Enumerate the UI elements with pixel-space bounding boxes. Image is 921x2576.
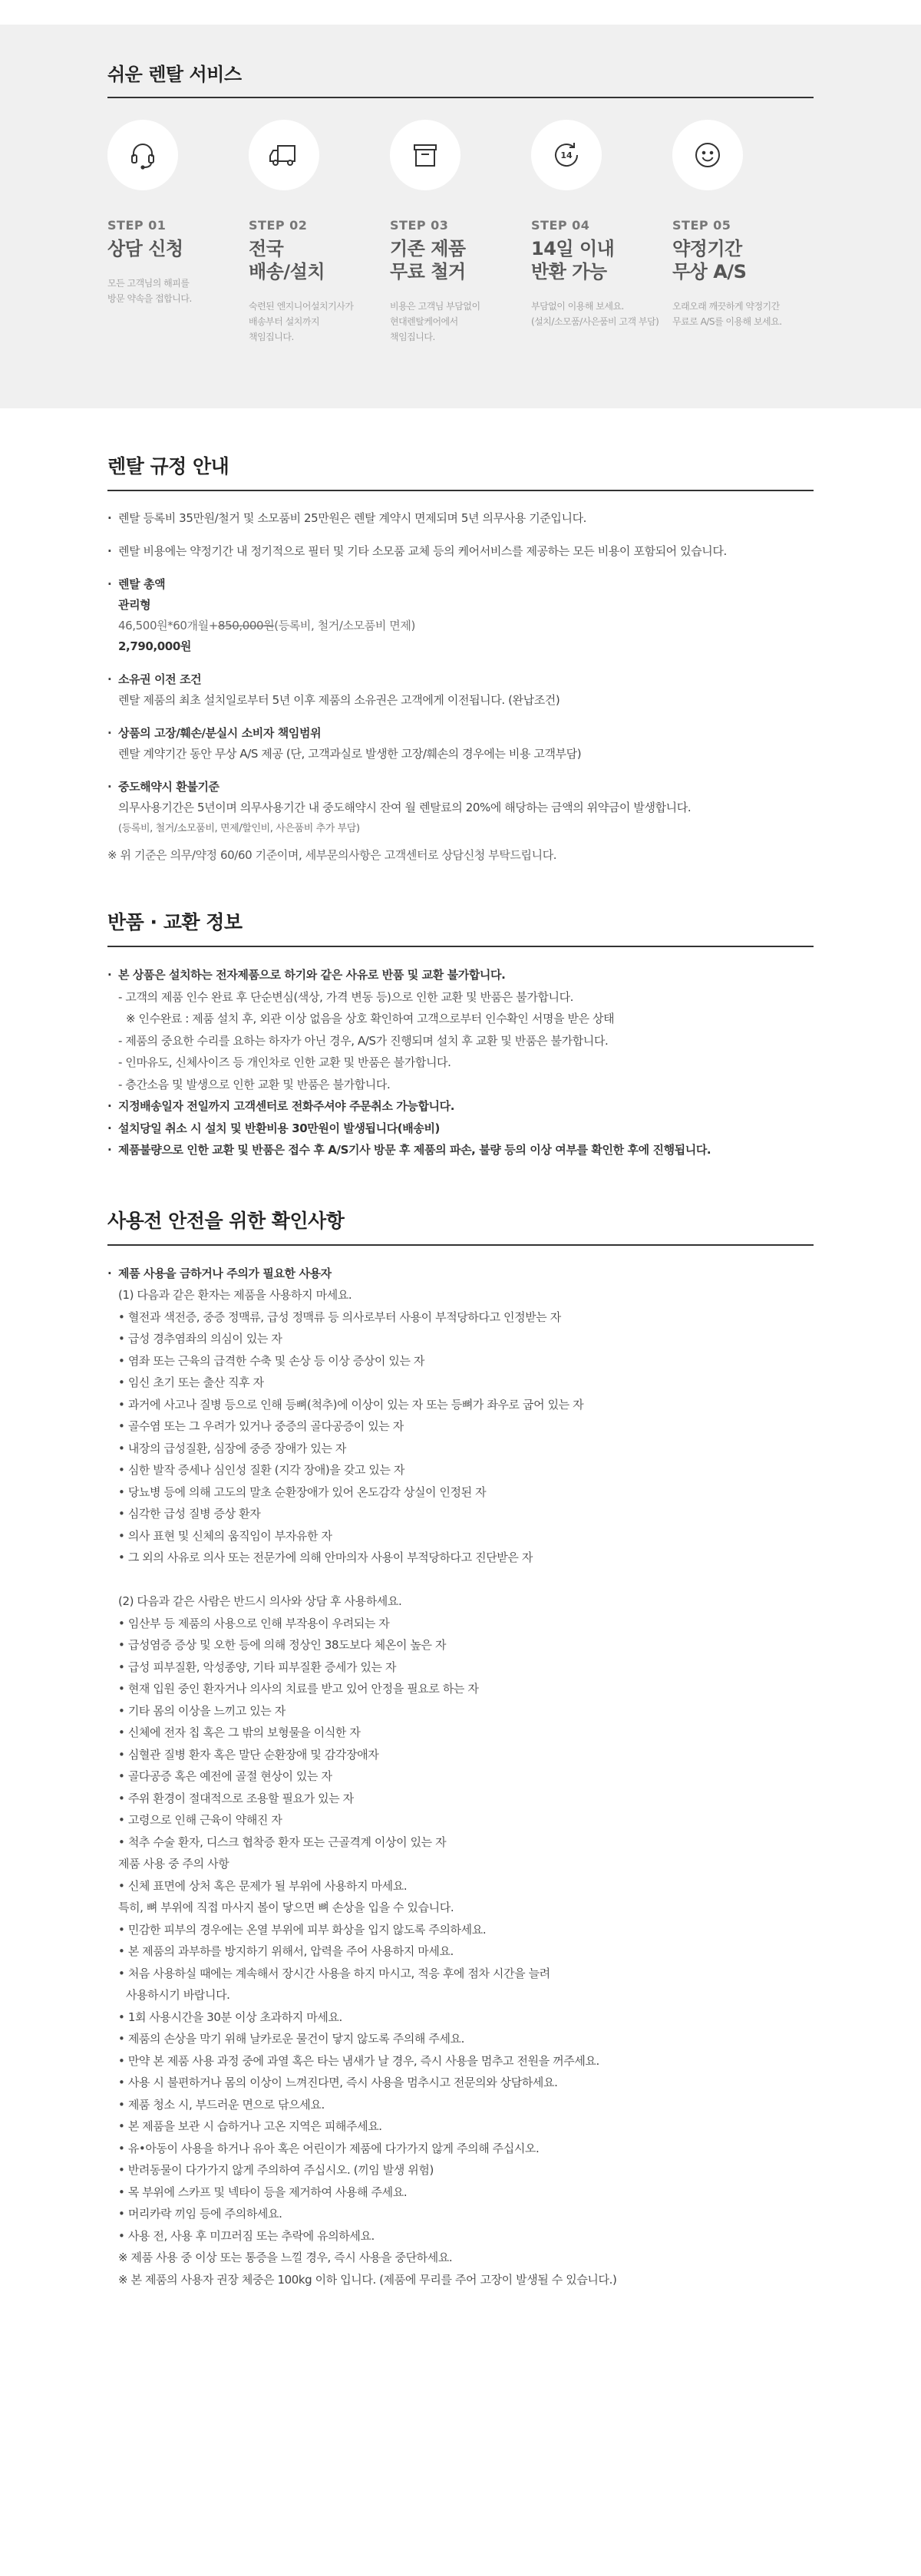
safety-line: • 신체에 전자 칩 혹은 그 밖의 보형물을 이식한 자 <box>118 1726 361 1739</box>
returns-line: - 층간소음 및 발생으로 인한 교환 및 반품은 불가합니다. <box>118 1077 391 1091</box>
rental-rules-section <box>107 451 814 863</box>
safety-line: 사용하시기 바랍니다. <box>126 1988 230 2002</box>
safety-line: • 내장의 급성질환, 심장에 중증 장애가 있는 자 <box>118 1441 347 1455</box>
safety-line: • 과거에 사고나 질병 등으로 인해 등뼈(척추)에 이상이 있는 자 또는 등뼈가 좌우로 굽어 있는 자 <box>118 1397 584 1412</box>
returns-line: · 본 상품은 설치하는 전자제품으로 하기와 같은 사유로 반품 및 교환 불가합니다. <box>107 964 814 986</box>
returns-line: · 제품불량으로 인한 교환 및 반품은 접수 후 A/S기사 방문 후 제품의 파손, 불량 등의 이상 여부를 확인한 후에 진행됩니다. <box>107 1139 814 1161</box>
step-description: 오래오래 깨끗하게 약정기간 무료로 A/S를 이용해 보세요. <box>672 301 782 327</box>
safety-line: • 의사 표현 및 신체의 움직임이 부자유한 자 <box>118 1528 332 1543</box>
cancel-title: · 중도해약시 환불기준 <box>118 780 220 794</box>
safety-line: • 처음 사용하실 때에는 계속해서 장시간 사용을 하지 마시고, 적응 후에 점차 시간을 늘려 <box>118 1966 550 1980</box>
safety-line: • 본 제품을 보관 시 습하거나 고온 지역은 피해주세요. <box>118 2119 382 2133</box>
returns-line: ※ 인수완료 : 제품 설치 후, 외관 이상 없음을 상호 확인하여 고객으로부터 인수확인 서명을 받은 상태 <box>126 1012 615 1025</box>
safety-line: • 제품의 손상을 막기 위해 날카로운 물건이 닿지 않도록 주의해 주세요. <box>118 2032 465 2046</box>
safety-line: • 사용 시 불편하거나 몸의 이상이 느껴진다면, 즉시 사용을 멈추시고 전문의와 상담하세요. <box>118 2076 558 2089</box>
safety-line: • 척추 수술 환자, 디스크 협착증 환자 또는 근골격계 이상이 있는 자 <box>118 1835 447 1849</box>
safety-line: ※ 제품 사용 중 이상 또는 통증을 느낄 경우, 즉시 사용을 중단하세요. <box>118 2251 453 2264</box>
returns-line: - 제품의 중요한 수리를 요하는 하자가 아닌 경우, A/S가 진행되며 설치 후 교환 및 반품은 불가합니다. <box>118 1033 609 1048</box>
step-title: 전국 배송/설치 <box>249 238 325 282</box>
headset-icon <box>107 120 178 190</box>
step-4 <box>531 120 672 345</box>
rule-total <box>107 574 814 657</box>
safety-line: • 당뇨병 등에 의해 고도의 말초 순환장애가 있어 온도감각 상실이 인정된 자 <box>118 1485 487 1499</box>
total-calc <box>118 616 814 636</box>
total-calc-a: 46,500원*60개월+ <box>118 619 218 632</box>
safety-line: • 심한 발작 증세나 심인성 질환 (지각 장애)을 갖고 있는 자 <box>118 1463 405 1477</box>
total-label: · 렌탈 총액 <box>118 577 166 591</box>
step-2 <box>249 120 390 345</box>
safety-line: (1) 다음과 같은 환자는 제품을 사용하지 마세요. <box>118 1288 352 1302</box>
rule-ownership <box>107 669 814 711</box>
returns-line: - 고객의 제품 인수 완료 후 단순변심(색상, 가격 변동 등)으로 인한 교환 및 반품은 불가합니다. <box>118 989 574 1004</box>
safety-line: • 혈전과 색전증, 중증 정맥류, 급성 정맥류 등 의사로부터 사용이 부적당하다고 인정받는 자 <box>118 1309 561 1324</box>
damage-title: · 상품의 고장/훼손/분실시 소비자 책임범위 <box>118 726 322 740</box>
step-description: 비용은 고객님 부담없이 현대렌탈케어에서 책임집니다. <box>390 301 480 342</box>
safety-line: • 주위 환경이 절대적으로 조용할 필요가 있는 자 <box>118 1791 354 1805</box>
steps-list <box>107 120 814 345</box>
safety-line: • 본 제품의 과부하를 방지하기 위해서, 압력을 주어 사용하지 마세요. <box>118 1944 454 1958</box>
damage-desc: 렌탈 계약기간 동안 무상 A/S 제공 (단, 고객과실로 발생한 고장/훼손의 경우에는 비용 고객부담) <box>118 747 582 761</box>
cancel-desc: 의무사용기간은 5년이며 의무사용기간 내 중도해약시 잔여 월 렌탈료의 20%에 해당하는 금액의 위약금이 발생합니다. <box>118 801 692 814</box>
safety-line: • 임신 초기 또는 출산 직후 자 <box>118 1376 264 1389</box>
safety-heading: · 제품 사용을 금하거나 주의가 필요한 사용자 <box>107 1263 814 1285</box>
rule-item: · 렌탈 비용에는 약정기간 내 정기적으로 필터 및 기타 소모품 교체 등의 케어서비스를 제공하는 모든 비용이 포함되어 있습니다. <box>107 541 814 562</box>
safety-line: • 현재 입원 중인 환자거나 의사의 치료를 받고 있어 안정을 필요로 하는 자 <box>118 1682 479 1696</box>
safety-line: • 신체 표면에 상처 혹은 문제가 될 부위에 사용하지 마세요. <box>118 1878 408 1893</box>
safety-line: • 골다공증 혹은 예전에 골절 현상이 있는 자 <box>118 1769 332 1783</box>
returns-section <box>107 907 814 1161</box>
safety-line: • 심혈관 질병 환자 혹은 말단 순환장애 및 감각장애자 <box>118 1747 379 1762</box>
cancel-sub: (등록비, 철거/소모품비, 면제/할인비, 사은품비 추가 부담) <box>118 823 360 834</box>
step-number: STEP 04 <box>531 218 590 233</box>
safety-line: • 염좌 또는 근육의 급격한 수축 및 손상 등 이상 증상이 있는 자 <box>118 1353 425 1368</box>
safety-line: • 1회 사용시간을 30분 이상 초과하지 마세요. <box>118 2010 342 2024</box>
safety-line: • 골수염 또는 그 우려가 있거나 중증의 골다공증이 있는 자 <box>118 1419 404 1433</box>
top-strip <box>0 0 921 25</box>
total-calc-b: (등록비, 철거/소모품비 면제) <box>274 619 415 632</box>
safety-line: ※ 본 제품의 사용자 권장 체중은 100kg 이하 입니다. (제품에 무리를 주어 고장이 발생될 수 있습니다.) <box>118 2272 617 2287</box>
step-1 <box>107 120 249 345</box>
total-calc-strike: 850,000원 <box>217 619 275 632</box>
rental-rules-list <box>107 508 814 839</box>
return-14-icon <box>531 120 602 190</box>
safety-line: • 만약 본 제품 사용 과정 중에 과열 혹은 타는 냄새가 날 경우, 즉시 사용을 멈추고 전원을 꺼주세요. <box>118 2053 599 2068</box>
returns-list <box>107 964 814 1161</box>
returns-line: · 설치당일 취소 시 설치 및 반환비용 30만원이 발생됩니다(배송비) <box>107 1118 814 1140</box>
step-3 <box>390 120 531 345</box>
rule-item: · 렌탈 등록비 35만원/철거 및 소모품비 25만원은 렌탈 계약시 면제되며 5년 의무사용 기준입니다. <box>107 508 814 529</box>
step-number: STEP 01 <box>107 218 167 233</box>
safety-line: • 임산부 등 제품의 사용으로 인해 부작용이 우려되는 자 <box>118 1616 390 1630</box>
step-title: 14일 이내 반환 가능 <box>531 238 615 282</box>
total-type: 관리형 <box>118 598 151 612</box>
svg-text:14: 14 <box>560 150 573 160</box>
safety-line: • 기타 몸의 이상을 느끼고 있는 자 <box>118 1703 286 1718</box>
safety-line: • 제품 청소 시, 부드러운 면으로 닦으세요. <box>118 2097 325 2112</box>
safety-line: • 급성 경추염좌의 의심이 있는 자 <box>118 1332 282 1346</box>
step-description: 부담없이 이용해 보세요. <box>531 301 624 312</box>
safety-list <box>107 1263 814 2291</box>
safety-line: • 고령으로 인해 근육이 약해진 자 <box>118 1813 282 1827</box>
safety-spacer <box>107 1569 814 1591</box>
rental-rules-title: 렌탈 규정 안내 <box>107 451 814 491</box>
step-title: 상담 신청 <box>107 238 183 259</box>
step-title: 약정기간 무상 A/S <box>672 238 747 282</box>
returns-line: - 인마유도, 신체사이즈 등 개인차로 인한 교환 및 반품은 불가합니다. <box>118 1055 451 1069</box>
step-description: 모든 고객님의 해피를 방문 약속을 접합니다. <box>107 278 192 304</box>
step-5 <box>672 120 814 345</box>
ownership-desc: 렌탈 제품의 최초 설치일로부터 5년 이후 제품의 소유권은 고객에게 이전됩니다. (완납조건) <box>118 693 560 707</box>
safety-line: • 민감한 피부의 경우에는 온열 부위에 피부 화상을 입지 않도록 주의하세요. <box>118 1922 487 1937</box>
step-sub-description: (설치/소모품/사은품비 고객 부담) <box>531 316 659 327</box>
safety-line: 제품 사용 중 주의 사항 <box>118 1857 229 1871</box>
total-value: 2,790,000원 <box>118 639 191 653</box>
safety-line: • 그 외의 사유로 의사 또는 전문가에 의해 안마의자 사용이 부적당하다고 진단받은 자 <box>118 1551 533 1564</box>
safety-line: • 심각한 급성 질병 증상 환자 <box>118 1507 261 1521</box>
rule-damage <box>107 723 814 765</box>
box-icon <box>390 120 460 190</box>
steps-title: 쉬운 렌탈 서비스 <box>107 59 814 98</box>
truck-icon <box>249 120 319 190</box>
step-title: 기존 제품 무료 철거 <box>390 238 466 282</box>
safety-title: 사용전 안전을 위한 확인사항 <box>107 1206 814 1246</box>
step-number: STEP 02 <box>249 218 308 233</box>
rental-service-steps <box>0 25 921 408</box>
safety-line: 특히, 뼈 부위에 직접 마사지 볼이 닿으면 뼈 손상을 입을 수 있습니다. <box>118 1901 454 1914</box>
safety-line: • 유•아동이 사용을 하거나 유아 혹은 어린이가 제품에 다가가지 않게 주의해 주십시오. <box>118 2141 540 2155</box>
safety-line: • 사용 전, 사용 후 미끄러짐 또는 추락에 유의하세요. <box>118 2228 375 2243</box>
returns-title: 반품 · 교환 정보 <box>107 907 814 947</box>
main-content <box>0 451 921 2290</box>
rule-cancel <box>107 777 814 839</box>
safety-line: (2) 다음과 같은 사람은 반드시 의사와 상담 후 사용하세요. <box>118 1594 402 1608</box>
safety-line: • 급성염증 증상 및 오한 등에 의해 정상인 38도보다 체온이 높은 자 <box>118 1638 447 1652</box>
rental-rules-note: ※ 위 기준은 의무/약정 60/60 기준이며, 세부문의사항은 고객센터로 상담신청 부탁드립니다. <box>107 848 557 862</box>
step-number: STEP 05 <box>672 218 731 233</box>
ownership-title: · 소유권 이전 조건 <box>118 672 202 686</box>
safety-line: • 급성 피부질환, 악성종양, 기타 피부질환 증세가 있는 자 <box>118 1660 397 1674</box>
step-description: 숙련된 엔지니어설치기사가 배송부터 설치까지 책임집니다. <box>249 301 354 342</box>
returns-line: · 지정배송일자 전일까지 고객센터로 전화주셔야 주문취소 가능합니다. <box>107 1095 814 1118</box>
smile-icon <box>672 120 743 190</box>
step-number: STEP 03 <box>390 218 449 233</box>
safety-line: • 목 부위에 스카프 및 넥타이 등을 제거하여 사용해 주세요. <box>118 2185 408 2199</box>
safety-line: • 반려동물이 다가가지 않게 주의하여 주십시오. (끼임 발생 위험) <box>118 2163 434 2177</box>
safety-section <box>107 1206 814 2291</box>
safety-line: • 머리카락 끼임 등에 주의하세요. <box>118 2207 282 2221</box>
